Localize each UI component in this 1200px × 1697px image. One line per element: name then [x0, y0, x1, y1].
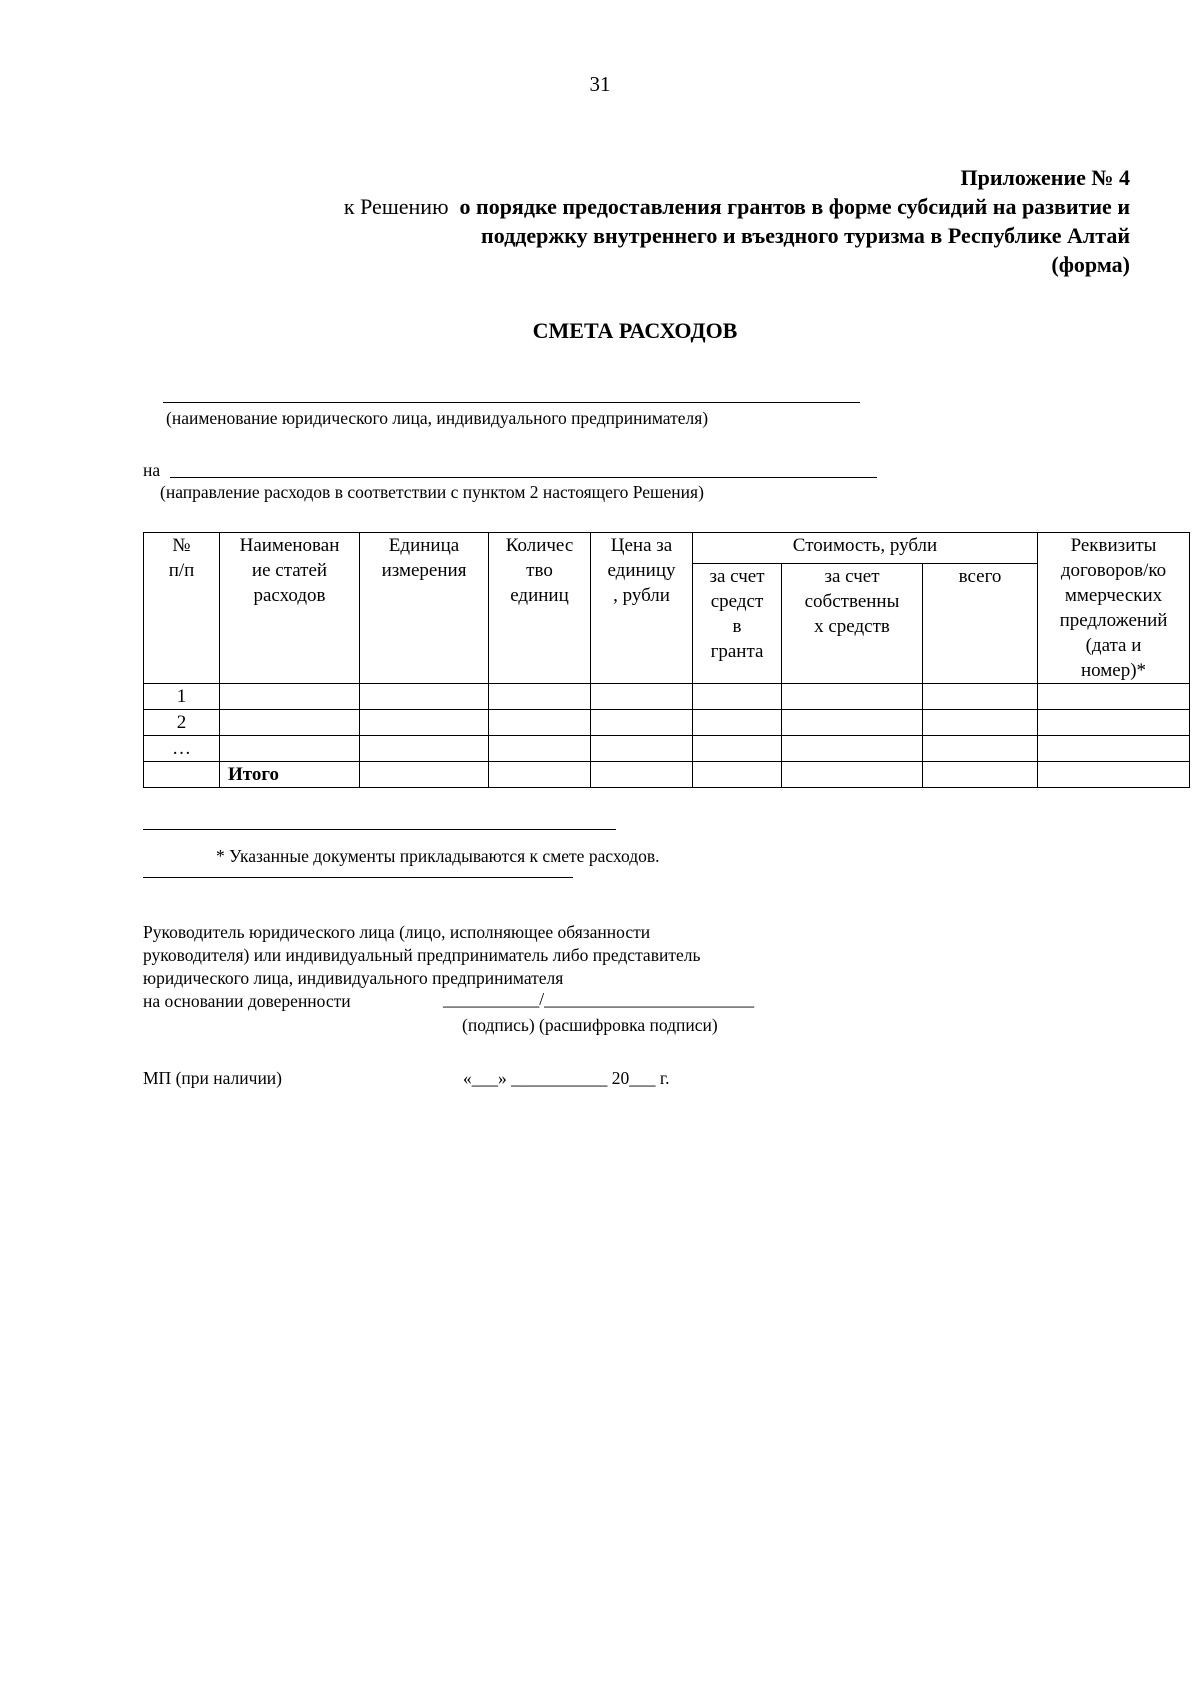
table-total-row — [144, 762, 1190, 788]
header-requisites: Реквизиты договоров/ко ммерческих предложений (дата и номер)* — [1038, 533, 1190, 684]
signatory-line-1: Руководитель юридического лица (лицо, исполняющее обязанности — [143, 922, 651, 942]
header-total: всего — [923, 563, 1038, 683]
footnote-separator-bottom — [143, 877, 573, 878]
row-number: … — [144, 736, 220, 762]
appendix-reference-line-1 — [344, 193, 1130, 221]
total-label: Итого — [220, 762, 360, 788]
header-unit: Единица измерения — [360, 533, 489, 684]
row-number: 1 — [144, 684, 220, 710]
header-item-name: Наименован ие статей расходов — [220, 533, 360, 684]
signatory-basis: на основании доверенности — [143, 991, 351, 1011]
table-row — [144, 736, 1190, 762]
table-row — [144, 710, 1190, 736]
form-note: (форма) — [1051, 252, 1130, 277]
header-cost: Стоимость, рубли — [693, 533, 1038, 564]
footnote-text: * Указанные документы прикладываются к смете расходов. — [216, 846, 660, 866]
header-grant-funds: за счет средст в гранта — [693, 563, 782, 683]
page-number: 31 — [589, 72, 611, 96]
entity-name-line — [163, 402, 860, 403]
header-num: № п/п — [144, 533, 220, 684]
estimate-table — [143, 532, 1190, 788]
table-header-row — [144, 533, 1190, 564]
date-line[interactable]: «___» ___________ 20___ г. — [463, 1068, 670, 1088]
table-row — [144, 684, 1190, 710]
signature-caption: (подпись) (расшифровка подписи) — [462, 1015, 718, 1035]
direction-caption: (направление расходов в соответствии с пунктом 2 настоящего Решения) — [160, 482, 704, 502]
signature-line[interactable]: ___________/________________________ — [443, 989, 755, 1009]
footnote-separator-top — [143, 829, 616, 830]
stamp-label: МП (при наличии) — [143, 1068, 283, 1088]
direction-prefix: на — [143, 460, 161, 480]
entity-name-caption: (наименование юридического лица, индивидуального предпринимателя) — [166, 408, 709, 428]
header-price: Цена за единицу , рубли — [591, 533, 693, 684]
header-quantity: Количес тво единиц — [489, 533, 591, 684]
reference-text: о порядке предоставления грантов в форме субсидий на развитие и — [459, 194, 1130, 219]
appendix-reference-line-2: поддержку внутреннего и въездного туризма в Республике Алтай — [481, 223, 1130, 248]
header-own-funds: за счет собственны х средств — [782, 563, 923, 683]
appendix-title: Приложение № 4 — [960, 165, 1130, 190]
direction-line — [170, 477, 877, 478]
reference-prefix: к Решению — [343, 194, 449, 219]
signatory-line-3: юридического лица, индивидуального предпринимателя — [143, 968, 564, 988]
signatory-line-2: руководителя) или индивидуальный предприниматель либо представитель — [143, 945, 701, 965]
row-number: 2 — [144, 710, 220, 736]
document-title: СМЕТА РАСХОДОВ — [532, 318, 738, 343]
